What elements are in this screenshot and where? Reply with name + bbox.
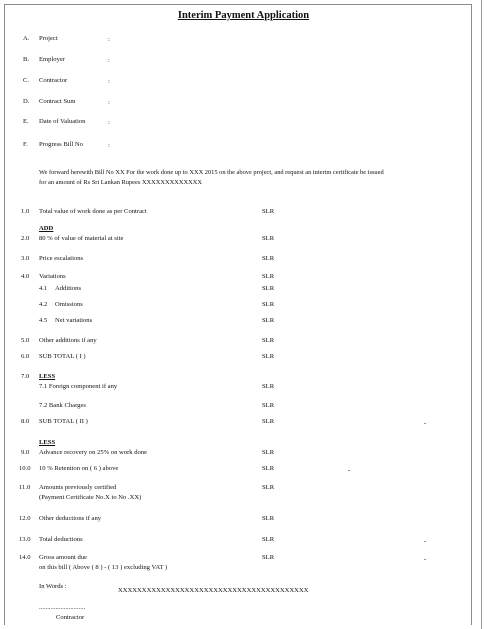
item-6-no: 6.0: [21, 353, 30, 360]
item-3-label: Price escalations: [39, 255, 84, 262]
signature-dots: ............................: [39, 604, 86, 611]
in-words-label: In Words :: [39, 583, 67, 590]
field-label-employer: Employer: [39, 56, 66, 63]
item-4-2-no: 4.2: [39, 301, 48, 308]
item-8-label: SUB TOTAL ( II ): [39, 418, 88, 425]
item-4-no: 4.0: [21, 273, 30, 280]
field-sep-progress-bill-no: :: [108, 142, 110, 149]
item-11-sub: (Payment Certificate No.X to No .XX): [39, 494, 142, 501]
item-14-sub: on this bill ( Above ( 8 ) - ( 13 ) excluding VAT ): [39, 564, 168, 571]
item-4-1-currency: SLR: [262, 285, 275, 292]
item-7-no: 7.0: [21, 373, 30, 380]
item-10-currency: SLR: [262, 465, 275, 472]
item-9-label: Advance recovery on 25% on work done: [39, 449, 148, 456]
item-4-currency: SLR: [262, 273, 275, 280]
field-letter-c: C.: [23, 77, 30, 84]
field-sep-date-of-valuation: :: [108, 119, 110, 126]
item-10-label: 10 % Retention on ( 6 ) above: [39, 465, 119, 472]
item-11-label: Amounts previously certified: [39, 484, 117, 491]
item-3-no: 3.0: [21, 255, 30, 262]
item-14-label: Gross amount due: [39, 554, 87, 561]
item-4-label: Variations: [39, 273, 66, 280]
field-label-date-of-valuation: Date of Valuation: [39, 118, 86, 125]
item-5-label: Other additions if any: [39, 337, 97, 344]
less-heading: LESS: [39, 439, 56, 446]
item-4-5-label: Net variations: [55, 317, 93, 324]
signature-label: Contractor: [56, 614, 85, 621]
item-13-dash: -: [424, 537, 427, 545]
field-letter-d: D.: [23, 98, 30, 105]
item-12-label: Other deductions if any: [39, 515, 102, 522]
item-4-2-currency: SLR: [262, 301, 275, 308]
item-3-currency: SLR: [262, 255, 275, 262]
field-sep-contract-sum: :: [108, 99, 110, 106]
field-letter-f: F.: [23, 141, 28, 148]
item-11-currency: SLR: [262, 484, 275, 491]
intro-line-1: We forward herewith Bill No XX For the work done up to XXX 2015 on the above project, and request an interim certificate be issued: [39, 169, 384, 176]
item-4-1-no: 4.1: [39, 285, 48, 292]
item-14-no: 14.0: [19, 554, 31, 561]
field-letter-b: B.: [23, 56, 30, 63]
item-7-1-label: 7.1 Foreign component if any: [39, 383, 118, 390]
item-4-5-no: 4.5: [39, 317, 48, 324]
item-11-no: 11.0: [19, 484, 31, 491]
item-7-2-currency: SLR: [262, 402, 275, 409]
in-words-value: XXXXXXXXXXXXXXXXXXXXXXXXXXXXXXXXXXXXXXXX: [118, 587, 309, 594]
item-1-no: 1.0: [21, 208, 30, 215]
item-13-currency: SLR: [262, 536, 275, 543]
item-2-currency: SLR: [262, 235, 275, 242]
item-13-label: Total deductions: [39, 536, 83, 543]
intro-line-2: for an amount of Rs Sri Lankan Rupees XXXXXXXXXXXXX: [39, 179, 202, 186]
item-6-label: SUB TOTAL ( I ): [39, 353, 86, 360]
field-letter-a: A.: [23, 35, 30, 42]
item-5-currency: SLR: [262, 337, 275, 344]
item-8-currency: SLR: [262, 418, 275, 425]
add-heading: ADD: [39, 225, 54, 232]
field-sep-project: :: [108, 36, 110, 43]
item-12-currency: SLR: [262, 515, 275, 522]
item-14-dash: -: [424, 555, 427, 563]
item-9-currency: SLR: [262, 449, 275, 456]
item-14-currency: SLR: [262, 554, 275, 561]
item-13-no: 13.0: [19, 536, 31, 543]
field-label-contract-sum: Contract Sum: [39, 98, 76, 105]
document-title: Interim Payment Application: [177, 10, 310, 21]
item-1-currency: SLR: [262, 208, 275, 215]
item-6-currency: SLR: [262, 353, 275, 360]
item-1-label: Total value of work done as per Contract: [39, 208, 147, 215]
field-sep-contractor: :: [108, 78, 110, 85]
item-9-no: 9.0: [21, 449, 30, 456]
field-sep-employer: :: [108, 57, 110, 64]
item-2-label: 80 % of value of material at site: [39, 235, 124, 242]
field-label-progress-bill-no: Progress Bill No: [39, 141, 83, 148]
item-4-1-label: Additions: [55, 285, 82, 292]
page-edge-rule: [481, 0, 482, 629]
item-7-1-currency: SLR: [262, 383, 275, 390]
item-7-2-label: 7.2 Bank Charges: [39, 402, 86, 409]
item-5-no: 5.0: [21, 337, 30, 344]
item-8-dash: -: [424, 419, 427, 427]
item-10-dash: -: [348, 466, 351, 474]
item-10-no: 10.0: [19, 465, 31, 472]
item-7-label: LESS: [39, 373, 56, 380]
item-4-2-label: Omissions: [55, 301, 83, 308]
item-2-no: 2.0: [21, 235, 30, 242]
item-12-no: 12.0: [19, 515, 31, 522]
field-label-contractor: Contractor: [39, 77, 68, 84]
item-8-no: 8.0: [21, 418, 30, 425]
item-4-5-currency: SLR: [262, 317, 275, 324]
field-letter-e: E.: [23, 118, 29, 125]
field-label-project: Project: [39, 35, 58, 42]
